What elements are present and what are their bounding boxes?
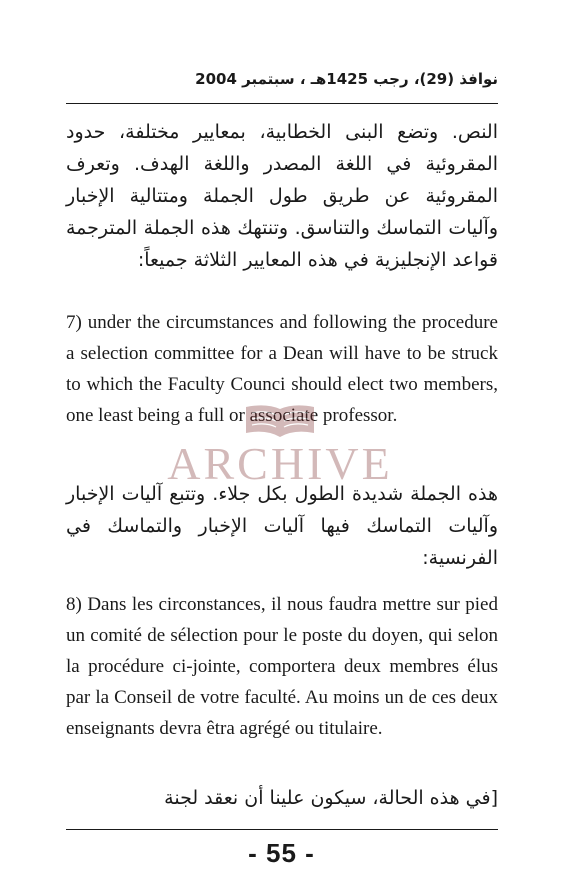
running-header: نوافذ (29)، رجب 1425هـ ، سبتمبر 2004	[195, 70, 498, 88]
english-example-7: 7) under the circumstances and following the procedure a selection committee for a Dean will have to be struck to which the Faculty Counci should elect two members, one least being a full or associate professor.	[66, 312, 498, 426]
arabic-paragraph-3: [في هذه الحالة، سيكون علينا أن نعقد لجنة	[164, 787, 498, 809]
header-rule	[66, 103, 498, 104]
arabic-paragraph-1: النص. وتضع البنى الخطابية، بمعايير مختلفة، حدود المقروئية في اللغة المصدر واللغة الهدف. وتعرف المقروئية عن طريق طول الجملة ومتتالية الإخبار وآليات التماسك والتناسق. وتنتهك هذه الجملة المترجمة قواعد الإنجليزية في هذه المعايير الثلاثة جميعاً:	[66, 121, 498, 271]
page-number: - 55 -	[248, 838, 315, 868]
footer-rule	[66, 829, 498, 830]
watermark-text: ARCHIVE	[167, 438, 393, 489]
french-example-8: 8) Dans les circonstances, il nous faudra mettre sur pied un comité de sélection pour le poste du doyen, qui selon la procédure ci-jointe, comportera deux membres élus par la Conseil de votre faculté. Au moins un de ces deux enseignants devra êtra agrégé ou titulaire.	[66, 594, 498, 739]
arabic-paragraph-2: هذه الجملة شديدة الطول بكل جلاء. وتتبع آليات الإخبار وآليات التماسك فيها آليات الإخبار والتماسك في الفرنسية:	[66, 483, 498, 569]
